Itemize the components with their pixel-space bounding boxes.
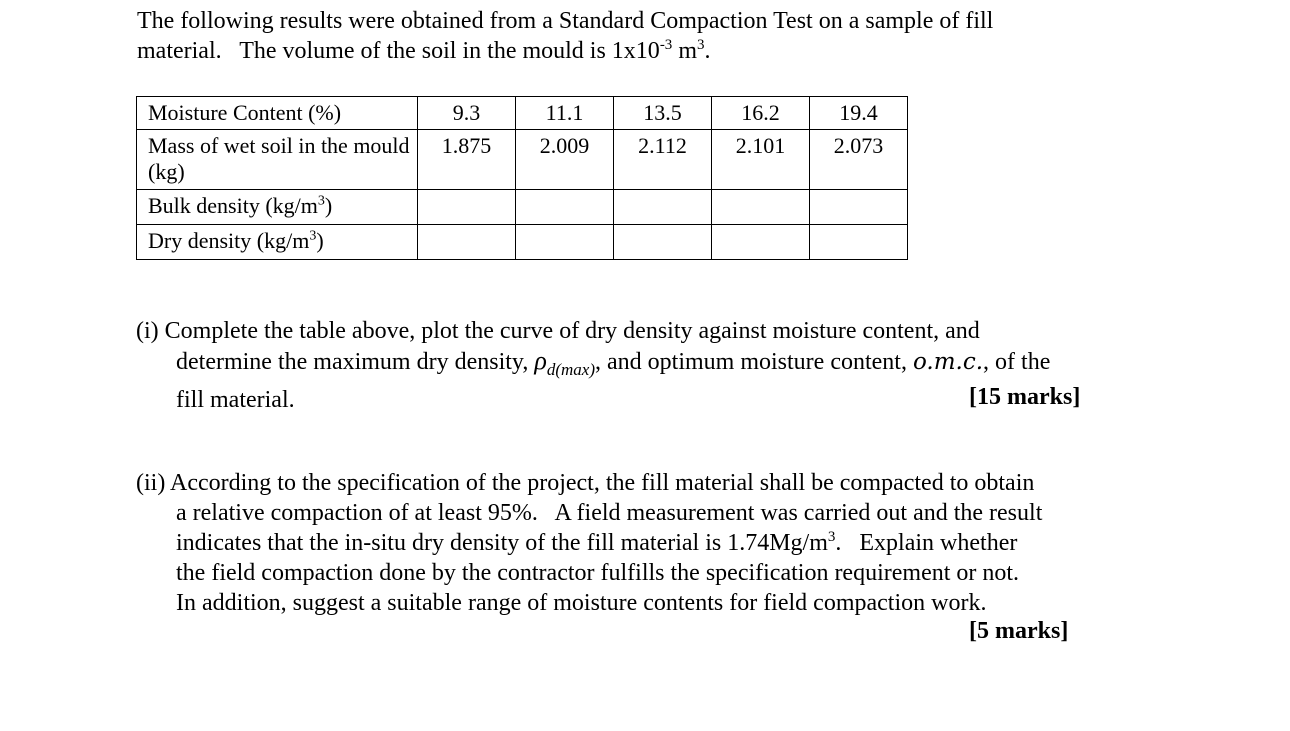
rho-symbol: ρ (534, 346, 547, 375)
question-1-line-1: (i) Complete the table above, plot the curve of dry density against moisture content, and (136, 318, 980, 344)
dry-density-unit-exponent: 3 (309, 228, 317, 244)
dry-density-label-close: ) (316, 228, 324, 253)
volume-unit: m (672, 38, 697, 64)
row-label-moisture-content: Moisture Content (%) (137, 97, 418, 130)
question-2-line-1: (ii) According to the specification of the project, the fill material shall be compacted to obtain (136, 470, 1035, 496)
question-1-line-2 (136, 346, 1136, 385)
row-label-bulk-density (137, 190, 418, 225)
intro-line-2 (137, 36, 1137, 66)
question-1-line-2-end: , of the (983, 349, 1051, 375)
compaction-results-table (136, 96, 908, 260)
table-cell-empty (418, 225, 516, 260)
question-2-line-5: In addition, suggest a suitable range of moisture contents for field compaction work. (176, 590, 987, 616)
rho-subscript: d(max) (546, 359, 595, 379)
table-cell: 11.1 (516, 97, 614, 130)
table-cell-empty (810, 190, 908, 225)
omc-abbreviation: o.m.c. (912, 349, 984, 375)
bulk-density-unit-exponent: 3 (317, 193, 325, 209)
table-row-bulk-density (137, 190, 908, 225)
dry-density-label-text: Dry density (kg/m (148, 228, 310, 253)
question-2-line-3 (136, 528, 1136, 558)
intro-line-2-text: material. The volume of the soil in the mould is 1x10 (137, 38, 660, 64)
table-row-moisture-content (137, 97, 908, 130)
table-cell: 2.009 (516, 130, 614, 190)
table-cell: 9.3 (418, 97, 516, 130)
table-cell: 13.5 (614, 97, 712, 130)
volume-exponent: -3 (659, 37, 673, 53)
volume-unit-exponent: 3 (696, 37, 705, 53)
table-cell: 2.112 (614, 130, 712, 190)
table-cell-empty (712, 225, 810, 260)
question-2-marks: [5 marks] (969, 618, 1069, 644)
intro-line-1: The following results were obtained from a Standard Compaction Test on a sample of fill (137, 8, 994, 34)
table-cell-empty (418, 190, 516, 225)
table-cell-empty (614, 190, 712, 225)
question-2-line-4: the field compaction done by the contractor fulfills the specification requirement or not. (176, 560, 1020, 586)
table-cell-empty (614, 225, 712, 260)
question-1-line-2-mid: , and optimum moisture content, (595, 349, 913, 375)
question-2-line-3-text: indicates that the in-situ dry density of the fill material is 1.74Mg/m (176, 530, 828, 556)
question-2 (136, 468, 1136, 618)
table-cell-empty (516, 190, 614, 225)
table-cell: 16.2 (712, 97, 810, 130)
table-row-dry-density (137, 225, 908, 260)
table-cell-empty (516, 225, 614, 260)
bulk-density-label-text: Bulk density (kg/m (148, 193, 318, 218)
density-unit-exponent: 3 (827, 529, 836, 545)
table-cell-empty (810, 225, 908, 260)
table-row-wet-mass (137, 130, 908, 190)
question-2-line-3-end: . Explain whether (835, 530, 1018, 556)
question-1-marks: [15 marks] (969, 384, 1081, 410)
bulk-density-label-close: ) (324, 193, 333, 218)
question-2-line-2: a relative compaction of at least 95%. A field measurement was carried out and the result (176, 500, 1043, 526)
question-1-line-3: fill material. (176, 386, 295, 413)
row-label-wet-mass: Mass of wet soil in the mould (kg) (137, 130, 418, 190)
row-label-dry-density (137, 225, 418, 260)
table-cell: 1.875 (418, 130, 516, 190)
table-cell-empty (712, 190, 810, 225)
question-1-line-2-text: determine the maximum dry density, (176, 349, 535, 375)
table-cell: 19.4 (810, 97, 908, 130)
intro-paragraph (137, 6, 1137, 66)
intro-line-2-end: . (704, 38, 711, 64)
table-cell: 2.101 (712, 130, 810, 190)
table-cell: 2.073 (810, 130, 908, 190)
